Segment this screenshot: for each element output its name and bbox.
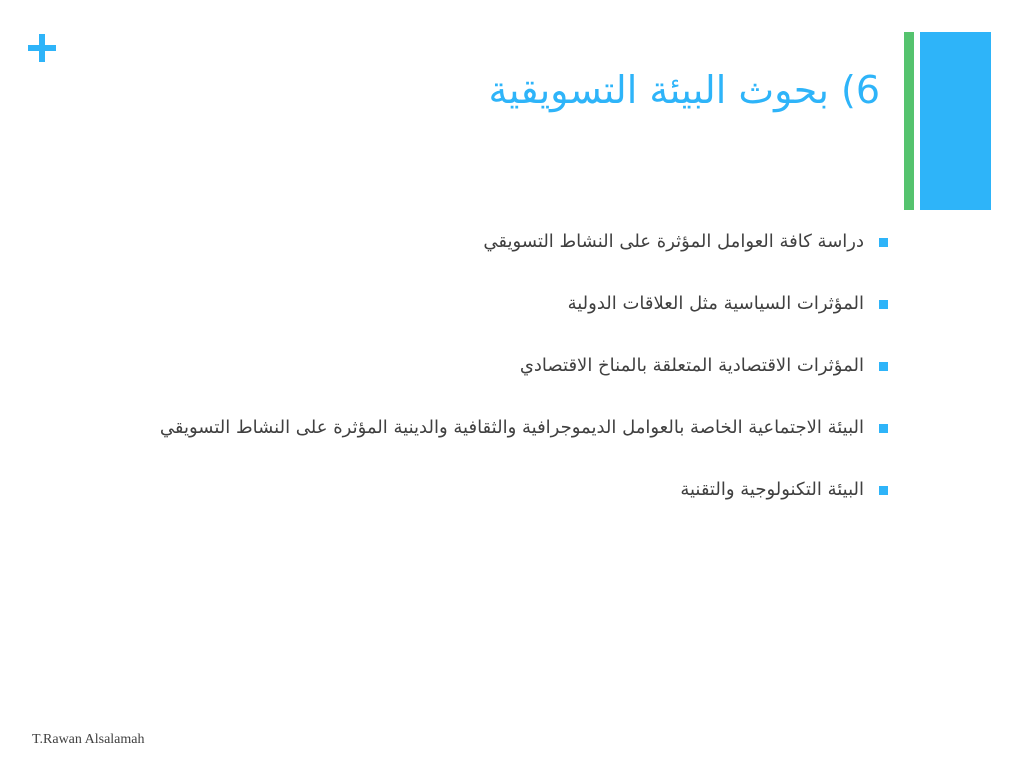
- bullet-square-icon: [879, 362, 888, 371]
- bullet-text: البيئة التكنولوجية والتقنية: [680, 479, 864, 500]
- bullet-text: دراسة كافة العوامل المؤثرة على النشاط التسويقي: [483, 231, 864, 252]
- bullet-square-icon: [879, 238, 888, 247]
- bullet-item: [100, 288, 890, 320]
- slide-title: 6) بحوث البيئة التسويقية: [488, 68, 880, 112]
- bullet-item: [100, 226, 890, 258]
- bullet-square-icon: [879, 300, 888, 309]
- bullet-item: [100, 412, 890, 444]
- plus-icon: [26, 32, 60, 66]
- bullet-item: [100, 350, 890, 382]
- blue-accent-block: [920, 32, 991, 210]
- bullet-item: [100, 474, 890, 506]
- plus-icon-vertical-bar: [39, 34, 45, 62]
- bullet-text: المؤثرات السياسية مثل العلاقات الدولية: [567, 293, 864, 314]
- green-accent-bar: [904, 32, 914, 210]
- bullet-text: البيئة الاجتماعية الخاصة بالعوامل الديموجرافية والثقافية والدينية المؤثرة على النشاط التسويقي: [159, 417, 864, 438]
- bullet-list: [100, 226, 890, 536]
- footer-author: T.Rawan Alsalamah: [32, 732, 145, 747]
- bullet-square-icon: [879, 424, 888, 433]
- bullet-square-icon: [879, 486, 888, 495]
- bullet-text: المؤثرات الاقتصادية المتعلقة بالمناخ الاقتصادي: [519, 355, 864, 376]
